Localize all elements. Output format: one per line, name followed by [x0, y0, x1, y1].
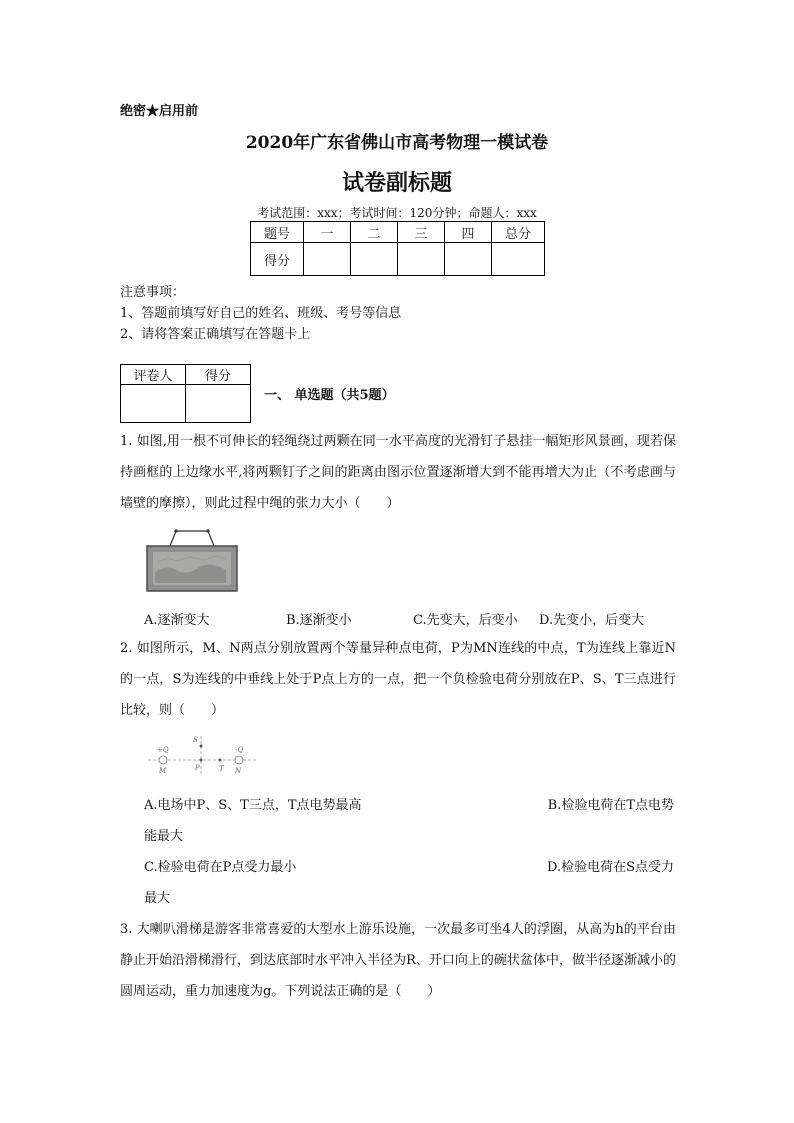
grader-table	[120, 364, 251, 423]
exam-title: 2020年广东省佛山市高考物理一模试卷	[245, 133, 549, 153]
score-cell[interactable]	[304, 243, 351, 276]
label-n: N	[235, 767, 242, 775]
question-1-options	[144, 609, 644, 628]
secret-label: 绝密★启用前	[120, 104, 199, 119]
score-cell[interactable]	[398, 243, 445, 276]
question-2-text: 2. 如图所示，M、N两点分别放置两个等量异种点电荷，P为MN连线的中点，T为连线上靠近N的一点，S为连线的中垂线上处于P点上方的一点，把一个负检验电荷分别放在P、S、T三点进行比较，则（ ）	[120, 641, 676, 718]
question-2-options-row1	[144, 790, 674, 821]
charges-diagram	[146, 732, 258, 776]
score-cell[interactable]	[445, 243, 492, 276]
label-plus-q: +Q	[157, 746, 169, 754]
option-b[interactable]: B.检验电荷在T点电势	[547, 798, 674, 813]
notes-item: 1、答题前填写好自己的姓名、班级、考号等信息	[120, 306, 402, 321]
notes-item: 2、请将答案正确填写在答题卡上	[120, 327, 311, 342]
question-2-options-row2	[144, 852, 674, 883]
score-header-cell: 三	[398, 222, 445, 243]
painting-figure	[146, 528, 238, 592]
option-b-continued: 能最大	[144, 829, 184, 844]
score-cell[interactable]	[351, 243, 398, 276]
option-d[interactable]: D.检验电荷在S点受力	[547, 860, 674, 875]
notes-title: 注意事项：	[120, 285, 186, 300]
label-p: P	[195, 764, 200, 772]
exam-info: 考试范围：xxx；考试时间：120分钟；命题人：xxx	[257, 206, 537, 220]
score-header-cell: 四	[445, 222, 492, 243]
score-cell[interactable]	[492, 243, 545, 276]
option-d[interactable]: D.先变小，后变大	[539, 613, 645, 628]
section-title: 一、 单选题（共5题）	[264, 388, 395, 403]
grader-header: 得分	[186, 365, 251, 385]
label-minus-q: -Q	[235, 746, 244, 754]
option-c[interactable]: C.检验电荷在P点受力最小	[144, 860, 297, 875]
exam-subtitle: 试卷副标题	[341, 170, 452, 196]
label-s: S	[193, 736, 198, 744]
score-header-cell: 二	[351, 222, 398, 243]
grader-header: 评卷人	[121, 365, 186, 385]
question-1-text: 1. 如图,用一根不可伸长的轻绳绕过两颗在同一水平高度的光滑钉子悬挂一幅矩形风景画，现若保持画框的上边缘水平,将两颗钉子之间的距离由图示位置逐渐增大到不能再增大为止（不考虑画与墙壁的摩擦），则此过程中绳的张力大小（ ）	[120, 434, 676, 511]
option-c[interactable]: C.先变大，后变小	[413, 613, 518, 628]
grader-cell[interactable]	[186, 385, 251, 423]
label-m: M	[159, 767, 167, 775]
option-a[interactable]: A.逐渐变大	[144, 613, 210, 628]
score-header-cell: 总分	[492, 222, 545, 243]
question-3-text: 3. 大喇叭滑梯是游客非常喜爱的大型水上游乐设施，一次最多可坐4人的浮圈，从高为h的平台由静止开始沿滑梯滑行，到达底部时水平冲入半径为R、开口向上的碗状盆体中，做半径逐渐减小的圆周运动，重力加速度为g。下列说法正确的是（ ）	[120, 922, 676, 999]
grader-cell[interactable]	[121, 385, 186, 423]
option-b[interactable]: B.逐渐变小	[286, 613, 352, 628]
label-t: T	[219, 765, 224, 773]
painting-image	[146, 528, 238, 592]
score-header-cell: 一	[304, 222, 351, 243]
option-d-continued: 最大	[144, 891, 171, 906]
score-row-label: 得分	[251, 243, 304, 276]
charges-figure	[146, 732, 258, 776]
notes	[120, 282, 401, 345]
score-table	[250, 221, 545, 276]
score-header-cell: 题号	[251, 222, 304, 243]
option-a[interactable]: A.电场中P、S、T三点，T点电势最高	[144, 798, 362, 813]
